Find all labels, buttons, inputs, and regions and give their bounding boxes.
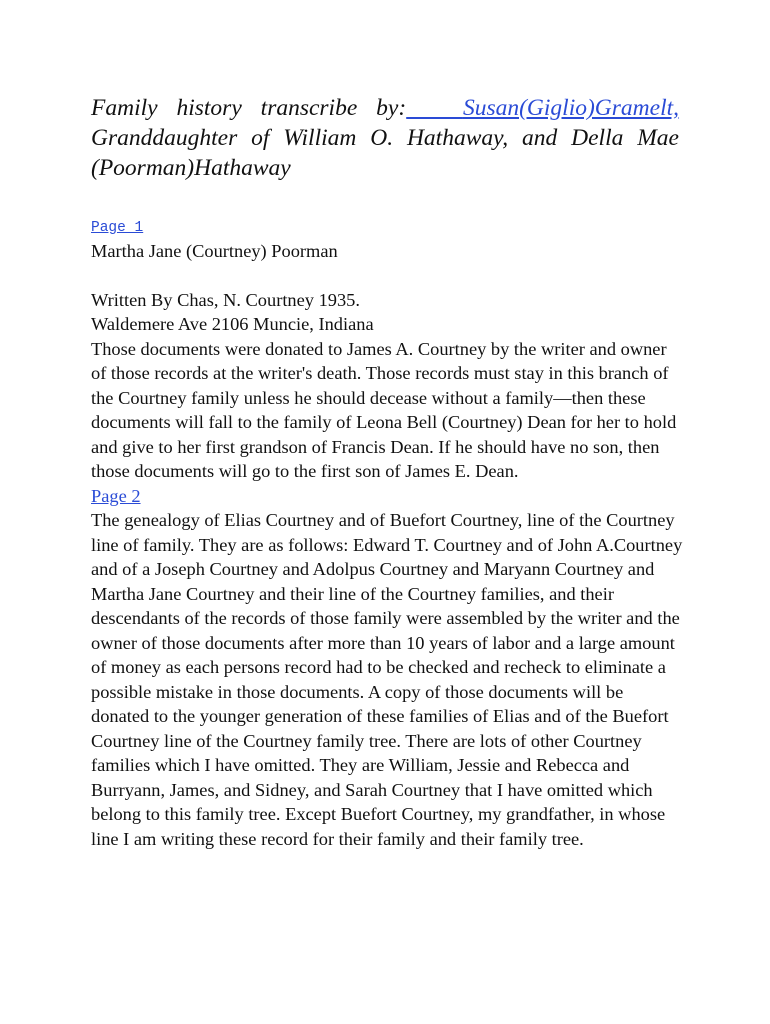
page-1-link[interactable]: Page 1 <box>91 220 144 236</box>
heading-continuation: Granddaughter of William O. Hathaway, and Della Mae (Poorman)Hathaway <box>91 125 679 181</box>
document-heading <box>91 93 679 183</box>
donation-paragraph: Those documents were donated to James A. Courtney by the writer and owner of those records at the writer's death. Those records must stay in this branch of the Courtney family unless he should decease without a family—then these documents will fall to the family of Leona Bell (Courtney) Dean for her to hold and give to her first grandson of Francis Dean. If he should have no son, then those documents will go to the first son of James E. Dean. <box>91 338 677 481</box>
page-2-link[interactable]: Page 2 <box>91 485 141 506</box>
subject-line: Martha Jane (Courtney) Poorman <box>91 241 338 261</box>
document-body <box>91 213 683 851</box>
author-link[interactable]: Susan(Giglio)Gramelt, <box>462 95 680 121</box>
genealogy-paragraph: The genealogy of Elias Courtney and of Buefort Courtney, line of the Courtney line of family. They are as follows: Edward T. Courtney and of John A.Courtney and of a Joseph Courtney and Adolpus Courtney and Maryann Courtney and Martha Jane Courtney and their line of the Courtney families, and their descendants of the records of those family were assembled by the writer and the owner of those documents after more than 10 years of labor and a large amount of money as each persons record had to be checked and recheck to eliminate a possible mistake in those documents. A copy of those documents will be donated to the younger generation of these families of Elias and of the Buefort Courtney line of the Courtney family tree. There are lots of other Courtney families which I have omitted. They are William, Jessie and Rebecca and Burryann, James, and Sidney, and Sarah Courtney that I have omitted which belong to this family tree. Except Buefort Courtney, my grandfather, in whose line I am writing these record for their family and their family tree. <box>91 510 683 849</box>
written-by-line: Written By Chas, N. Courtney 1935. <box>91 289 360 310</box>
address-line: Waldemere Ave 2106 Muncie, Indiana <box>91 314 374 334</box>
heading-intro: Family history transcribe by: <box>91 95 407 121</box>
spacer <box>91 264 683 288</box>
